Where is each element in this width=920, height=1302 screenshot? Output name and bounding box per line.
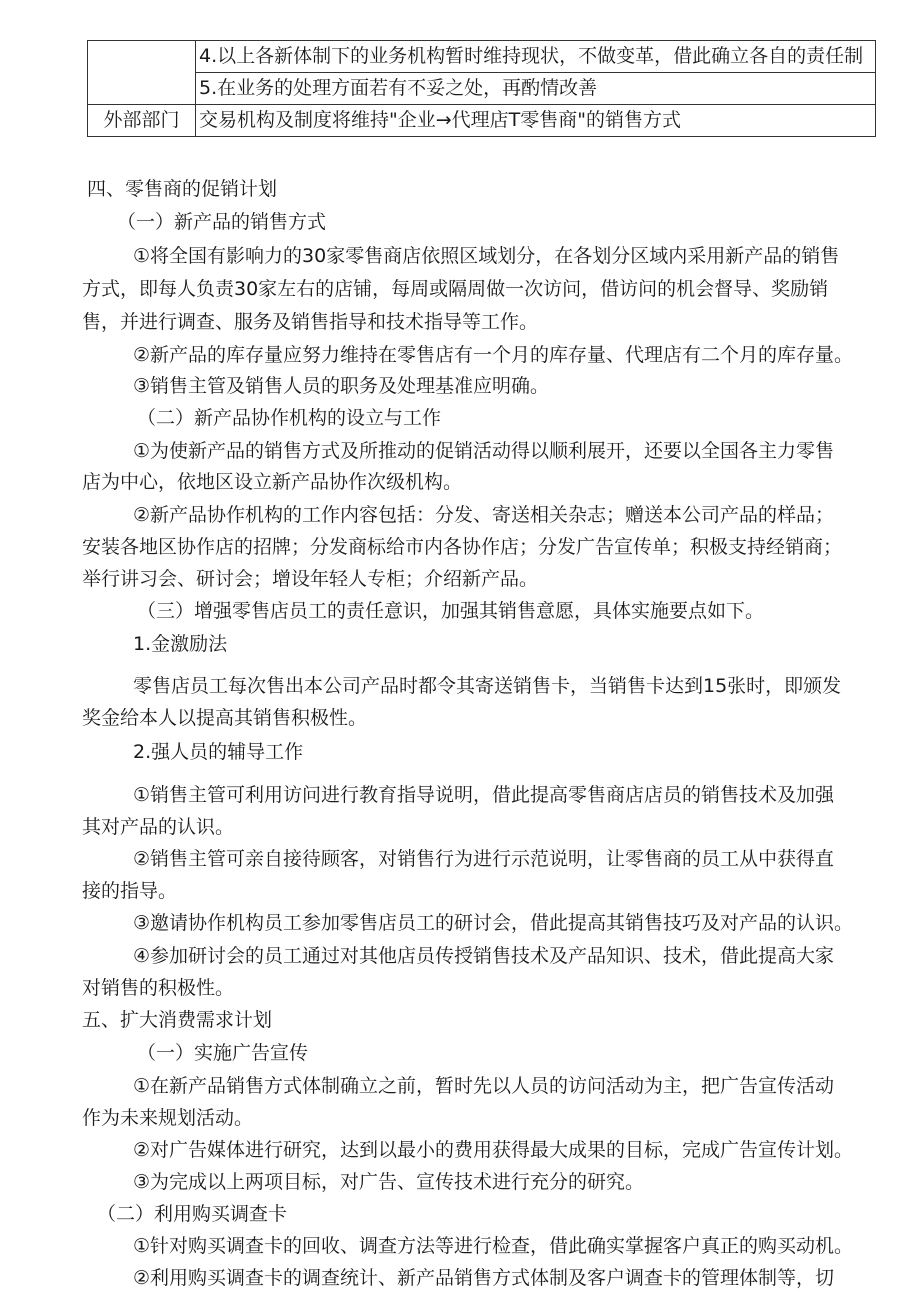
paragraph-line: 方式，即每人负责30家左右的店铺，每周或隔周做一次访问，借访问的机会督导、奖励销: [82, 278, 829, 300]
paragraph-line: 安装各地区协作店的招牌；分发商标给市内各协作店；分发广告宣传单；积极支持经销商；: [82, 536, 843, 558]
paragraph-line: 对销售的积极性。: [82, 977, 235, 999]
paragraph-line: ②新产品协作机构的工作内容包括：分发、寄送相关杂志；赠送本公司产品的样品；: [133, 504, 835, 526]
subsection-heading: （二）利用购买调查卡: [97, 1203, 288, 1225]
paragraph-line: 举行讲习会、研讨会；增设年轻人专柜；介绍新产品。: [82, 568, 539, 590]
paragraph-line: ②对广告媒体进行研究，达到以最小的费用获得最大成果的目标，完成广告宣传计划。: [133, 1139, 854, 1161]
paragraph-line: 作为未来规划活动。: [82, 1107, 254, 1129]
paragraph-line: 店为中心，依地区设立新产品协作次级机构。: [82, 471, 463, 493]
subsection-heading: （一）实施广告宣传: [137, 1042, 309, 1064]
paragraph-line: ②销售主管可亲自接待顾客，对销售行为进行示范说明，让零售商的员工从中获得直: [133, 848, 835, 870]
paragraph-line: ③为完成以上两项目标，对广告、宣传技术进行充分的研究。: [133, 1171, 645, 1193]
section-heading: 四、零售商的促销计划: [87, 178, 278, 200]
item-heading: 2.强人员的辅导工作: [133, 741, 304, 763]
table-row: [88, 73, 876, 105]
paragraph-line: ②新产品的库存量应努力维持在零售店有一个月的库存量、代理店有二个月的库存量。: [133, 344, 854, 366]
subsection-heading: （一）新产品的销售方式: [117, 211, 327, 233]
table-row: [88, 41, 876, 73]
paragraph-line: 零售店员工每次售出本公司产品时都令其寄送销售卡，当销售卡达到15张时，即颁发: [133, 675, 842, 697]
table-row: [88, 105, 876, 137]
paragraph-line: ①销售主管可利用访问进行教育指导说明，借此提高零售商店店员的销售技术及加强: [133, 784, 835, 806]
paragraph-line: 其对产品的认识。: [82, 816, 235, 838]
table-cell-text: 5.在业务的处理方面若有不妥之处，再酌情改善: [196, 73, 876, 105]
paragraph-line: ①将全国有影响力的30家零售商店依照区域划分，在各划分区域内采用新产品的销售: [133, 245, 840, 267]
table-cell-text: 交易机构及制度将维持"企业→代理店T零售商"的销售方式: [196, 105, 876, 137]
department-table: [87, 40, 876, 137]
paragraph-line: ④参加研讨会的员工通过对其他店员传授销售技术及产品知识、技术，借此提高大家: [133, 945, 835, 967]
subsection-heading: （二）新产品协作机构的设立与工作: [137, 407, 442, 429]
paragraph-line: 接的指导。: [82, 880, 178, 902]
paragraph-line: ①针对购买调查卡的回收、调查方法等进行检查，借此确实掌握客户真正的购买动机。: [133, 1235, 854, 1257]
paragraph-line: ①为使新产品的销售方式及所推动的促销活动得以顺利展开，还要以全国各主力零售: [133, 440, 835, 462]
subsection-heading: （三）增强零售店员工的责任意识，加强其销售意愿，具体实施要点如下。: [137, 600, 765, 622]
table-cell-text: 4.以上各新体制下的业务机构暂时维持现状，不做变革，借此确立各自的责任制: [196, 41, 876, 73]
paragraph-line: 售，并进行调查、服务及销售指导和技术指导等工作。: [82, 311, 539, 333]
paragraph-line: ①在新产品销售方式体制确立之前，暂时先以人员的访问活动为主，把广告宣传活动: [133, 1075, 835, 1097]
table-cell-dept: [88, 41, 196, 105]
section-heading: 五、扩大消费需求计划: [82, 1009, 273, 1031]
paragraph-line: 奖金给本人以提高其销售积极性。: [82, 707, 368, 729]
item-heading: 1.金激励法: [133, 633, 228, 655]
paragraph-line: ③邀请协作机构员工参加零售店员工的研讨会，借此提高其销售技巧及对产品的认识。: [133, 912, 854, 934]
paragraph-line: ②利用购买调查卡的调查统计、新产品销售方式体制及客户调查卡的管理体制等，切: [133, 1267, 835, 1289]
paragraph-line: ③销售主管及销售人员的职务及处理基准应明确。: [133, 375, 550, 397]
table-cell-dept: 外部部门: [88, 105, 196, 137]
